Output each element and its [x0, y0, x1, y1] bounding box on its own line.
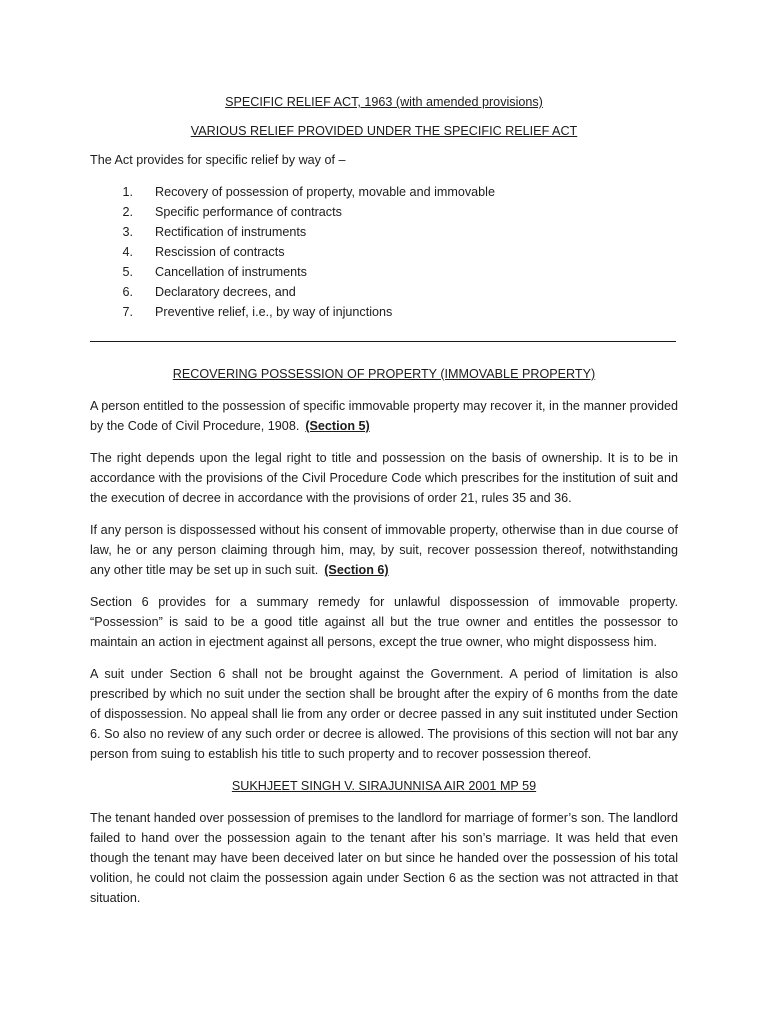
list-item — [90, 182, 678, 202]
list-item — [90, 302, 678, 322]
list-item — [90, 222, 678, 242]
list-item-number: 4. — [122, 245, 133, 259]
case-heading: SUKHJEET SINGH V. SIRAJUNNISA AIR 2001 MP 59 — [231, 779, 537, 793]
list-item-text: Cancellation of instruments — [155, 265, 307, 279]
list-item-text: Declaratory decrees, and — [155, 285, 296, 299]
list-item-text: Rectification of instruments — [155, 225, 307, 239]
list-item — [90, 202, 678, 222]
relief-intro: The Act provides for specific relief by way of – — [90, 153, 346, 167]
paragraph-text: A person entitled to the possession of specific immovable property may recover it, in the manner provided by the Code of Civil Procedure, 1908. — [90, 399, 678, 433]
paragraph-summary-remedy: Section 6 provides for a summary remedy for unlawful dispossession of immovable property. “Possession” is said to be a good title against all but the true owner and entitles the possessor to maintain an action in ejectment against all persons, except the true owner, who might dispossess him. — [90, 595, 678, 649]
list-item-number: 1. — [122, 185, 133, 199]
list-item-number: 5. — [122, 265, 133, 279]
list-item-text: Rescission of contracts — [155, 245, 285, 259]
list-item — [90, 262, 678, 282]
section-divider — [90, 341, 676, 342]
list-item-text: Recovery of possession of property, movable and immovable — [155, 185, 495, 199]
list-item-number: 3. — [122, 225, 133, 239]
paragraph-right-depends: The right depends upon the legal right to title and possession on the basis of ownership. It is to be in accordance with the provisions of the Civil Procedure Code which prescribes for the institution of suit and the execution of decree in accordance with the provisions of order 21, rules 35 and 36. — [90, 451, 678, 505]
section-heading-various-relief: VARIOUS RELIEF PROVIDED UNDER THE SPECIFIC RELIEF ACT — [190, 124, 578, 138]
paragraph-text: If any person is dispossessed without his consent of immovable property, otherwise than in due course of law, he or any person claiming through him, may, by suit, recover possession thereof, notwithstanding any other title may be set up in such suit. — [90, 523, 678, 577]
document-page — [90, 92, 678, 920]
list-item-number: 7. — [122, 305, 133, 319]
paragraph-section-5 — [90, 396, 678, 436]
list-item — [90, 242, 678, 262]
paragraph-suit-limitations: A suit under Section 6 shall not be brought against the Government. A period of limitation is also prescribed by which no suit under the section shall be brought after the expiry of 6 months from the date of dispossession. No appeal shall lie from any order or decree passed in any suit instituted under Section 6. So also no review of any such order or decree is allowed. The provisions of this section will not bar any person from suing to establish his title to such property and to recover possession thereof. — [90, 667, 678, 761]
list-item-text: Preventive relief, i.e., by way of injunctions — [155, 305, 393, 319]
paragraph-section-6 — [90, 520, 678, 580]
relief-list — [90, 182, 678, 322]
list-item — [90, 282, 678, 302]
section-heading-recovering-possession: RECOVERING POSSESSION OF PROPERTY (IMMOVABLE PROPERTY) — [172, 367, 596, 381]
section-reference: (Section 5) — [305, 419, 370, 433]
list-item-number: 6. — [122, 285, 133, 299]
list-item-text: Specific performance of contracts — [155, 205, 342, 219]
section-reference: (Section 6) — [324, 563, 389, 577]
list-item-number: 2. — [122, 205, 133, 219]
document-title: SPECIFIC RELIEF ACT, 1963 (with amended provisions) — [225, 95, 543, 109]
paragraph-case-facts: The tenant handed over possession of premises to the landlord for marriage of former’s son. The landlord failed to hand over the possession again to the tenant after his son’s marriage. It was held that even though the tenant may have been deceived later on but since he handed over the possession of his total volition, he could not claim the possession again under Section 6 as the section was not attracted in that situation. — [90, 811, 678, 905]
